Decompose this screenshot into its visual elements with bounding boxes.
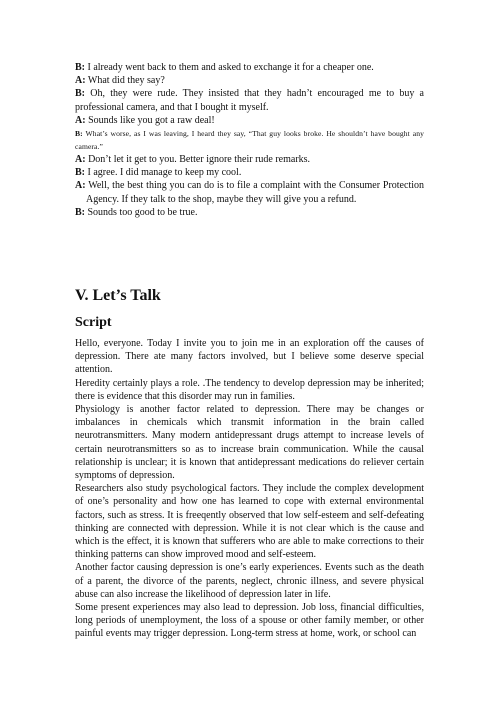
script-paragraph: Some present experiences may also lead to depression. Job loss, financial difficulties, long periods of unemployment, the loss of a spouse or other family member, or other painful events may trigger depression. Long-term stress at home, work, or school can <box>75 602 424 640</box>
script-heading: Script <box>75 315 112 330</box>
dialogue-text: I already went back to them and asked to exchange it for a cheaper one. <box>85 62 374 73</box>
speaker-label: B: <box>75 129 83 139</box>
dialogue-line <box>75 61 424 74</box>
speaker-label: B: <box>75 167 85 179</box>
dialogue-text: I agree. I did manage to keep my cool. <box>85 167 242 179</box>
script-paragraph: Researchers also study psychological factors. They include the complex development of one’s personality and how one has learned to cope with external environmental factors, such as stress. It is freeqently observed that low self-esteem and self-defeating thinking are connected with depression. While it is not clear which is the cause and which is the effect, it is known that sufferers who are able to make corrections to their thinking patterns can show improved mood and self-esteem. <box>75 483 424 561</box>
script-paragraph: Hello, everyone. Today I invite you to join me in an exploration off the causes of depression. There ate many factors involved, but I believe some deserve special attention. <box>75 338 424 376</box>
dialogue-text: Don’t let it get to you. Better ignore their rude remarks. <box>85 154 311 166</box>
dialogue-line <box>75 166 424 179</box>
dialogue-text: What did they say? <box>85 75 165 87</box>
dialogue-line <box>75 153 424 166</box>
dialogue-text: Sounds too good to be true. <box>85 206 198 218</box>
speaker-label: A: <box>75 180 86 192</box>
dialogue-text: Sounds like you got a raw deal! <box>85 114 215 126</box>
dialogue-line <box>75 206 424 219</box>
dialogue-line <box>75 74 424 87</box>
speaker-label: A: <box>75 75 86 87</box>
dialogue-line <box>75 179 424 205</box>
dialogue-text: What’s worse, as I was leaving, I heard they say, “That guy looks broke. He shouldn’t have bought any camera.” <box>75 129 424 152</box>
script-paragraph: Heredity certainly plays a role. .The tendency to develop depression may be inherited; there is evidence that this disorder may run in families. <box>75 377 424 402</box>
speaker-label: A: <box>75 154 86 166</box>
dialogue-line <box>75 87 424 113</box>
dialogue-line <box>75 114 424 127</box>
section-heading: V. Let’s Talk <box>75 287 161 304</box>
speaker-label: B: <box>75 206 85 218</box>
dialogue-block <box>75 61 424 219</box>
dialogue-text: Well, the best thing you can do is to file a complaint with the Consumer Protection Agency. If they talk to the shop, maybe they will give you a refund. <box>85 180 424 205</box>
speaker-label: A: <box>75 114 86 126</box>
dialogue-text: Oh, they were rude. They insisted that they hadn’t encouraged me to buy a professional camera, and that I bought it myself. <box>75 88 424 113</box>
speaker-label: B: <box>75 62 85 73</box>
script-paragraph: Physiology is another factor related to depression. There may be changes or imbalances in chemicals which transmit information in the brain called neurotransmitters. Many modern antidepressant drugs attempt to increase levels of certain neurotransmitters so as to increase brain communication. While the causal relationship is unclear; it is known that antidepressant medications do reliever certain symptoms of depression. <box>75 404 424 482</box>
dialogue-line <box>75 127 424 153</box>
script-paragraph: Another factor causing depression is one’s early experiences. Events such as the death of a parent, the divorce of the parents, neglect, chronic illness, and severe physical abuse can also increase the likelihood of depression later in life. <box>75 562 424 600</box>
speaker-label: B: <box>75 88 85 100</box>
script-body <box>75 337 424 641</box>
